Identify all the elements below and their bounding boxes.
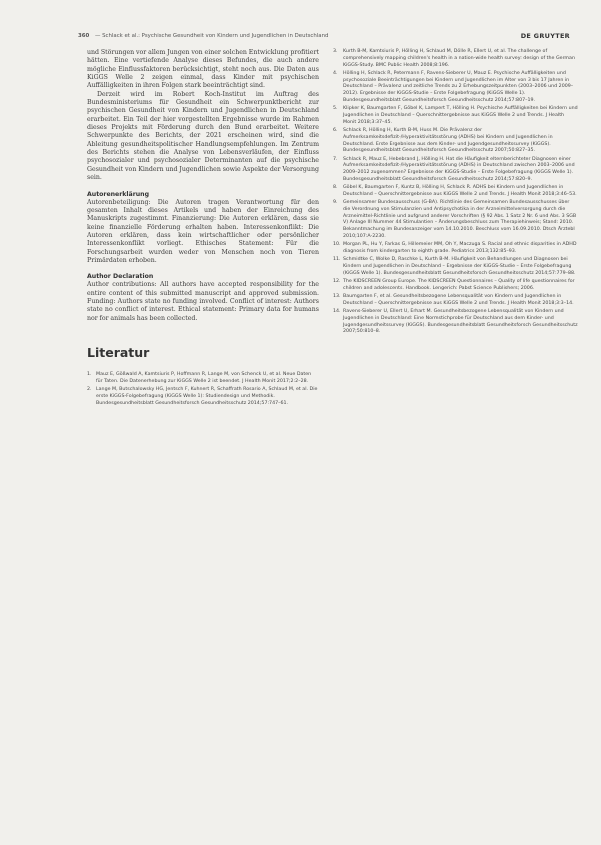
reference-text: Schlack R, Hölling H, Kurth B-M, Huss M. Die Prävalenz der Aufmerksamkeitsdefizit-/Hyperaktivitätsstörung (ADHS) bei Kindern und Jugendlichen in Deutschland. Erste Ergebnisse aus dem Kinder- und Jugendgesundheitssurvey (KiGGS). Bundesgesundheitsblatt Gesundheitsforsch Gesundheitsschutz 2007;50:827–35. [343, 127, 553, 154]
reference-item [333, 71, 578, 105]
reference-text: Mauz E, Gößwald A, Kamtsiuris P, Hoffmann R, Lange M, von Schenck U, et al. Neue Daten für Taten. Die Datenerhebung zur KiGGS Welle 2 ist beendet. J Health Monit 2017;2:2–28. [96, 371, 312, 384]
author-declaration-heading: Autorenerklärung [87, 190, 150, 198]
reference-number: 10. [333, 242, 341, 248]
reference-text: Klipker K, Baumgarten F, Göbel K, Lampert T, Hölling H. Psychische Auffälligkeiten bei Kindern und Jugendlichen in Deutschland – Querschnittergebnisse aus KiGGS Welle 2 und Trends. J Health Monit 2018;3:37–45. [343, 106, 578, 125]
reference-item [333, 257, 578, 277]
author-declaration-en-text: Author contributions: All authors have accepted responsibility for the entire content of this submitted manuscript and approved submission. Funding: Authors state no funding involved. Conflict of interest: Authors state no conflict of interest. Ethical statement: Primary data for humans nor for animals has been collected. [87, 281, 319, 322]
reference-number: 5. [333, 106, 338, 112]
reference-text: Schlack R, Mauz E, Hebebrand J, Hölling H. Hat die Häufigkeit elternberichteter Diagnosen einer Aufmerksamkeitsdefizit-/Hyperaktivitätsstörung (ADHS) in Deutschland zwischen 2003–2006 und 2009–2012 zugenommen? Ergebnisse der KiGGS-Studie – Erste Folgebefragung (KiGGS Welle 1). Bundesgesundheitsblatt Gesundheitsforsch Gesundheitsschutz 2014;57:820–9. [343, 156, 575, 182]
literature-heading: Literatur [87, 344, 150, 360]
reference-item [333, 200, 578, 241]
reference-number: 14. [333, 308, 341, 314]
reference-text: Göbel K, Baumgarten F, Kuntz B, Hölling H, Schlack R. ADHS bei Kindern und Jugendlichen in Deutschland – Querschnittergebnisse aus KiGGS Welle 2 und Trends. J Health Monit 2018;3:46–53. [343, 185, 577, 197]
reference-item [333, 242, 578, 256]
publisher-logo: DE GRUYTER [520, 32, 570, 40]
left-column [87, 49, 319, 409]
reference-number: 3. [333, 49, 338, 54]
body-paragraph: Derzeit wird im Robert Koch-Institut im Auftrag des Bundesministeriums für Gesundheit ein Schwerpunktbericht zur psychischen Gesundheit von Kindern und Jugendlichen in Deutschland erarbeitet. Ein Teil der hier vorgestellten Ergebnisse wurde im Rahmen dieses Projekts mit Förderung durch den Bund erarbeitet. Weitere Schwerpunkte des Berichts, der 2021 erscheinen wird, sind die Ableitung gesundheitspolitischer Handlungsempfehlungen. Im Zentrum des Berichts stehen die Analyse von Lebensverläufen, der Einfluss psychosozialer und psychosozialer Determinanten auf die psychische Gesundheit von Kindern und Jugendlichen sowie Aspekte der Versorgung sein. [87, 90, 319, 182]
reference-text: Ravens-Sieberer U, Ellert U, Erhart M. Gesundheitsbezogene Lebensqualität von Kindern und Jugendlichen in Deutschland: Eine Normstichprobe für Deutschland aus dem Kinder- und Jugendgesundheitssurvey (KiGGS). Bundesgesundheitsblatt Gesundheitsforsch Gesundheitsschutz 2007;50:810–8. [343, 308, 578, 335]
reference-item [333, 157, 578, 184]
reference-number: 11. [333, 257, 341, 263]
reference-number: 13. [333, 294, 341, 299]
reference-item [87, 372, 319, 386]
reference-item [87, 387, 319, 408]
reference-text: Lange M, Butschalowsky HG, Jentsch F, Kuhnert R, Schaffrath Rosario A, Schlaud M, et al. Die erste KiGGS-Folgebefragung (KiGGS Welle 1): Studiendesign und Methodik. Bundesgesundheitsblatt Gesundheitsforsch Gesundheitsschutz 2014;57:747–61. [96, 387, 318, 406]
reference-number: 8. [333, 185, 338, 191]
reference-item [333, 49, 578, 69]
body-paragraph: und Störungen vor allem Jungen von einer solchen Entwicklung profitiert hätten. Eine vertiefende Analyse dieses Befundes, die auch andere mögliche Einflussfaktoren berücksichtigt, steht noch aus. Die Daten aus KiGGS Welle 2 zeigen einmal, dass Kinder mit psychischen Auffälligkeiten in ihren Folgen stark beeinträchtigt sind. [87, 49, 319, 90]
author-declaration-text: Autorenbeteiligung: Die Autoren tragen Verantwortung für den gesamten Inhalt dieses Artikels und haben der Einreichung des Manuskripts zugestimmt. Finanzierung: Die Autoren erklären, dass sie keine finanzielle Förderung erhalten haben. Interessenkonflikt: Die Autoren erklären, dass kein wirtschaftlicher oder persönlicher Interessenkonflikt vorliegt. Ethisches Statement: Für die Forschungsarbeit wurden weder von Menschen noch von Tieren Primärdaten erhoben. [87, 198, 319, 264]
reference-number: 6. [333, 127, 338, 133]
reference-number: 4. [333, 70, 338, 76]
reference-item [333, 294, 578, 308]
running-header [78, 33, 570, 43]
reference-text: Morgan PL, Hu Y, Farkas G, Hillemeier MM, Oh Y, Maczuga S. Racial and ethnic disparities in ADHD diagnosis from kindergarten to eighth grade. Pediatrics 2013;132:85–93. [343, 242, 577, 255]
reference-text: Schmidtke C, Wolke D, Raschke L, Kurth B-M. Häufigkeit von Behandlungen und Diagnosen bei Kindern und Jugendlichen in Deutschland – Ergebnisse der KiGGS-Studie – Erste Folgebefragung (KiGGS Welle 1). Bundesgesundheitsblatt Gesundheitsforsch Gesundheitsschutz 2014;57:779–88. [343, 257, 576, 276]
author-declaration-en-heading: Author Declaration [87, 273, 154, 281]
reference-item [333, 279, 578, 293]
reference-number: 2. [87, 387, 92, 393]
reference-number: 12. [333, 279, 341, 285]
reference-text: Kurth B-M, Kamtsiuris P, Hölling H, Schlaud M, Dölle R, Ellert U, et al. The challenge of comprehensively mapping children's health in a nation-wide health survey: design of the German KiGGS-Study. BMC Public Health 2008;8:196. [343, 49, 575, 68]
reference-item [333, 106, 578, 126]
reference-item [333, 185, 578, 199]
reference-number: 7. [333, 156, 338, 162]
reference-item [333, 309, 578, 336]
reference-number: 9. [333, 200, 338, 206]
reference-number: 1. [87, 371, 92, 377]
reference-item [333, 128, 578, 155]
reference-text: Hölling H, Schlack R, Petermann F, Ravens-Sieberer U, Mauz E. Psychische Auffälligkeiten und psychosoziale Beeinträchtigungen bei Kindern und Jugendlichen im Alter von 3 bis 17 Jahren in Deutschland – Prävalenz und zeitliche Trends zu 2 Erhebungszeitpunkten (2003–2006 und 2009–2012). Ergebnisse der KiGGS-Studie – Erste Folgebefragung (KiGGS Welle 1). Bundesgesundheitsblatt Gesundheitsforsch Gesundheitsschutz 2014;57:807–19. [343, 70, 574, 103]
reference-text: Baumgarten F, et al. Gesundheitsbezogene Lebensqualität von Kindern und Jugendlichen in Deutschland – Querschnittergebnisse aus KiGGS Welle 2 und Trends. J Health Monit 2018;3:3–14. [343, 294, 574, 306]
running-title: — Schlack et al.: Psychische Gesundheit von Kindern und Jugendlichen in Deutschland [94, 33, 329, 39]
right-column [333, 49, 578, 340]
reference-text: Gemeinsamer Bundesausschuss (G-BA). Richtlinie des Gemeinsamen Bundesausschusses über die Verordnung von Stimulanzien und Antipsychotika in der Arzneimittelversorgung durch die Arzneimittel-Richtlinie und aufgrund anderer Vorschriften (§ 92 Abs. 1 Satz 2 Nr. 6 und Abs. 3 SGB V) Anlage III Nummer 44 Stimulantien – Änderungsbeschluss zum Therapiehinweis; Stand: 2010. Bekanntmachung im Bundesanzeiger vom 14.10.2010. Beschluss vom 16.09.2010. Dtsch Ärztebl 2010;107:A-2230. [343, 200, 577, 240]
reference-text: The KIDSCREEN Group Europe. The KIDSCREEN Questionnaires – Quality of life questionnaires for children and adolescents. Handbook. Lengerich: Pabst Science Publishers; 2006. [343, 279, 575, 291]
page-number: 360 [78, 33, 90, 39]
